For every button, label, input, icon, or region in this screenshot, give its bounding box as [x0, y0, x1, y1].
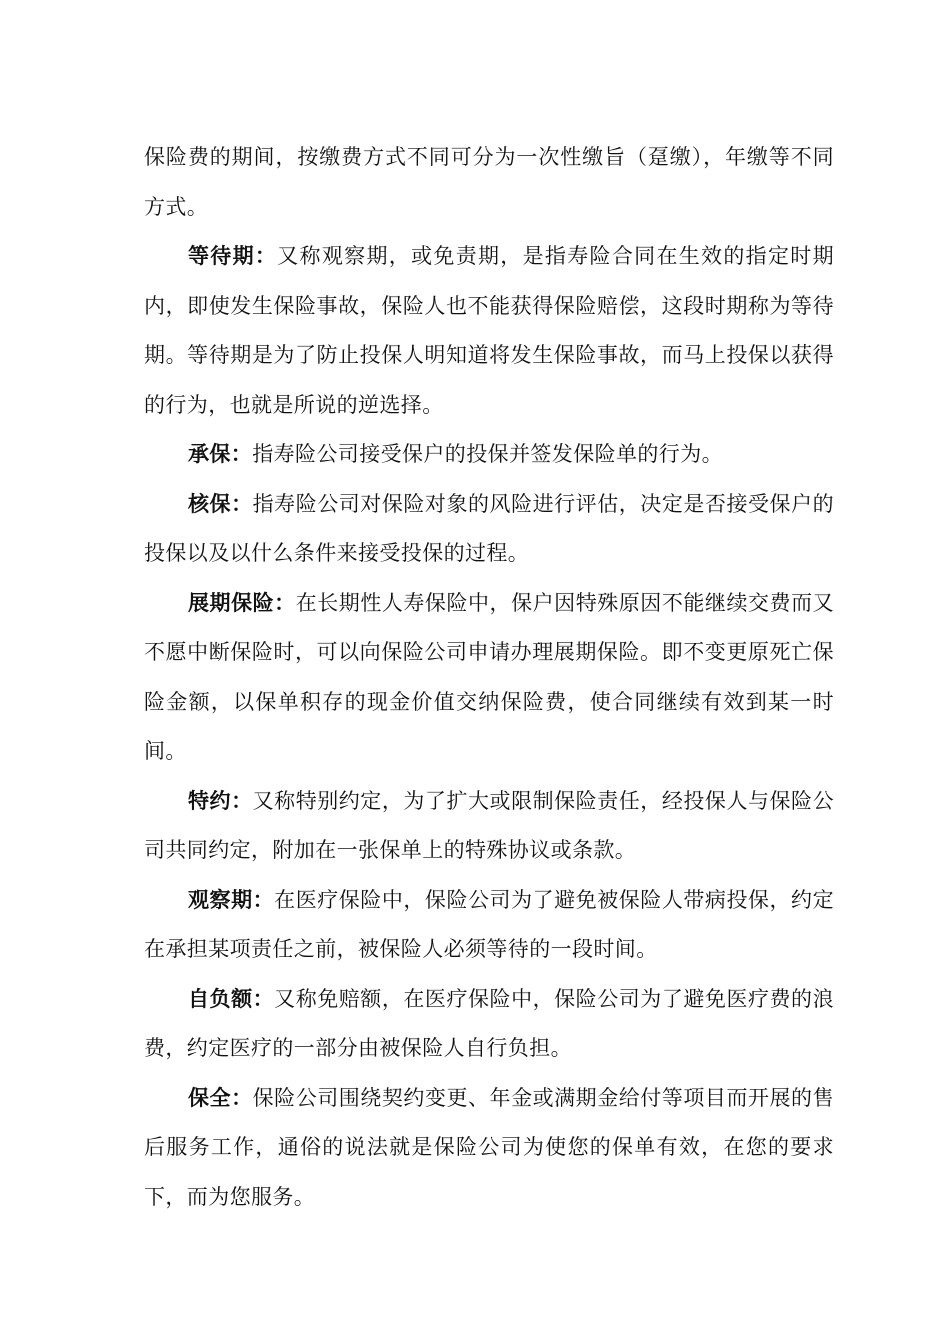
paragraph-observation-period: [144, 876, 834, 975]
term-label: 观察期：: [188, 887, 275, 912]
paragraph-policy-service: [144, 1074, 834, 1223]
paragraph-extended-insurance: [144, 579, 834, 777]
paragraph-text: 又称观察期，或免责期，是指寿险合同在生效的指定时期内，即使发生保险事故，保险人也不能获得保险赔偿，这段时期称为等待期。等待期是为了防止投保人明知道将发生保险事故，而马上投保以获得的行为，也就是所说的逆选择。: [144, 244, 834, 417]
term-label: 自负额：: [188, 986, 275, 1011]
paragraph-payment-period: [144, 133, 834, 232]
paragraph-text: 又称特别约定，为了扩大或限制保险责任，经投保人与保险公司共同约定，附加在一张保单上的特殊协议或条款。: [144, 788, 834, 862]
term-label: 特约：: [188, 788, 253, 813]
paragraph-text: 保险费的期间，按缴费方式不同可分为一次性缴旨（趸缴），年缴等不同方式。: [144, 145, 834, 219]
paragraph-underwriting-accept: [144, 430, 834, 480]
paragraph-text: 指寿险公司接受保户的投保并签发保险单的行为。: [252, 442, 724, 466]
term-label: 保全：: [188, 1085, 253, 1110]
document-body: [144, 133, 834, 1222]
paragraph-underwriting-review: [144, 480, 834, 579]
paragraph-special-agreement: [144, 777, 834, 876]
paragraph-waiting-period: [144, 232, 834, 430]
paragraph-deductible: [144, 975, 834, 1074]
term-label: 等待期：: [188, 244, 278, 268]
term-label: 承保：: [188, 442, 253, 466]
paragraph-text: 又称免赔额，在医疗保险中，保险公司为了避免医疗费的浪费，约定医疗的一部分由被保险人自行负担。: [144, 986, 834, 1060]
term-label: 核保：: [188, 491, 253, 516]
paragraph-text: 指寿险公司对保险对象的风险进行评估，决定是否接受保户的投保以及以什么条件来接受投保的过程。: [144, 491, 834, 565]
paragraph-text: 在医疗保险中，保险公司为了避免被保险人带病投保，约定在承担某项责任之前，被保险人必须等待的一段时间。: [144, 887, 834, 961]
term-label: 展期保险：: [188, 590, 296, 615]
paragraph-text: 保险公司围绕契约变更、年金或满期金给付等项目而开展的售后服务工作，通俗的说法就是保险公司为使您的保单有效，在您的要求下，而为您服务。: [144, 1085, 834, 1209]
paragraph-text: 在长期性人寿保险中，保户因特殊原因不能继续交费而又不愿中断保险时，可以向保险公司申请办理展期保险。即不变更原死亡保险金额，以保单积存的现金价值交纳保险费，使合同继续有效到某一时间。: [144, 590, 835, 763]
